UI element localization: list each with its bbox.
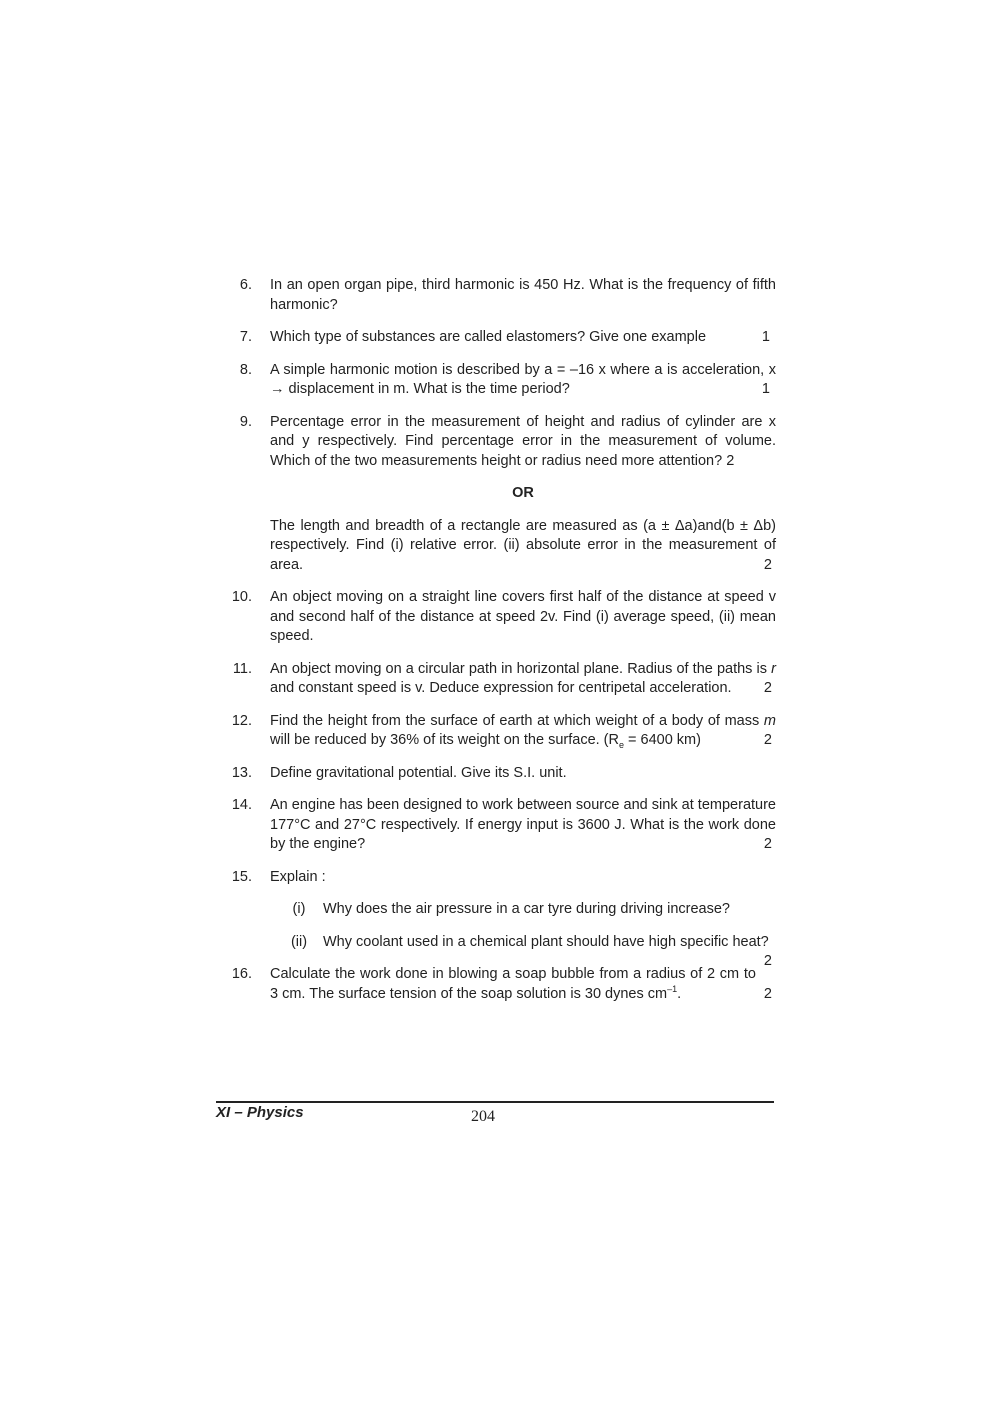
question-mark: 2 [763, 985, 772, 1002]
question-number: 10. [231, 589, 252, 605]
question-text: Explain : [270, 868, 326, 885]
question-mark: 2 [763, 556, 772, 573]
page-number: 204 [471, 1108, 495, 1125]
question-mark: 2 [763, 680, 772, 696]
question-number: 7. [239, 329, 252, 345]
sub-text: Why does the air pressure in a car tyre during driving increase? [323, 901, 730, 917]
question-10 [228, 588, 776, 647]
question-16 [228, 965, 776, 1004]
question-12 [228, 712, 776, 751]
question-6 [228, 276, 776, 315]
question-text: Percentage error in the measurement of height and radius of cylinder are x and y respectively. Find percentage error in the measurement of volume. Which of the two measurements height or radius need more attention? [270, 413, 776, 469]
question-9 [228, 413, 776, 472]
question-text-end: . [677, 985, 682, 1002]
question-mark: 2 [763, 953, 772, 969]
question-text: A simple harmonic motion is described by a = –16 x where a is acceleration, x → displacement in m. What is the time period? [270, 361, 776, 397]
question-7 [228, 328, 776, 348]
question-number: 16. [231, 966, 252, 982]
question-mark: 1 [761, 329, 770, 345]
question-number: 12. [231, 712, 252, 729]
question-mark: 2 [763, 836, 772, 852]
question-text: An object moving on a straight line covers first half of the distance at speed v and second half of the distance at speed 2v. Find (i) average speed, (ii) mean speed. [270, 589, 776, 644]
question-text-end: = 6400 km) [624, 732, 701, 748]
question-text: The length and breadth of a rectangle are measured as (a ± Δa)and(b ± Δb) respectively. Find (i) relative error. (ii) absolute error in the measurement of area. [270, 517, 776, 573]
question-text: Which type of substances are called elastomers? Give one example [270, 329, 707, 345]
or-separator: OR [512, 485, 534, 501]
question-number: 13. [231, 764, 252, 781]
question-text: Define gravitational potential. Give its S.I. unit. [270, 764, 567, 781]
question-number: 9. [239, 413, 252, 430]
question-number: 14. [231, 797, 252, 813]
question-text: In an open organ pipe, third harmonic is 450 Hz. What is the frequency of fifth harmonic? [270, 277, 776, 313]
footer-rule [216, 1101, 774, 1103]
footer-subject: XI – Physics [216, 1104, 304, 1121]
unit-superscript: –1 [667, 983, 678, 994]
question-15-part-i [228, 900, 776, 920]
question-9-alternative [228, 517, 776, 576]
question-text-cont: and constant speed is v. Deduce expression for centripetal acceleration. [270, 680, 732, 696]
question-mark: 2 [726, 452, 735, 469]
sub-text: Why coolant used in a chemical plant should have high specific heat? [323, 933, 769, 950]
question-14 [228, 796, 776, 855]
question-mark: 2 [763, 732, 772, 748]
question-text: Find the height from the surface of earth at which weight of a body of mass [270, 712, 764, 729]
question-number: 8. [239, 361, 252, 378]
question-number: 6. [239, 277, 252, 293]
question-list [228, 276, 776, 1017]
question-15 [228, 868, 776, 888]
mass-symbol: m [763, 712, 776, 729]
question-15-part-ii [228, 933, 776, 969]
question-11 [228, 660, 776, 699]
question-number: 11. [232, 660, 252, 677]
question-text: An engine has been designed to work between source and sink at temperature 177°C and 27°C respectively. If energy input is 3600 J. What is the work done by the engine? [270, 797, 776, 852]
radius-symbol: r [771, 660, 776, 677]
sub-number: (ii) [290, 933, 308, 950]
question-text: An object moving on a circular path in horizontal plane. Radius of the paths is [270, 660, 772, 677]
earth-subscript: e [618, 739, 624, 750]
question-8 [228, 361, 776, 400]
question-text-cont: will be reduced by 36% of its weight on the surface. (R [270, 732, 619, 748]
question-number: 15. [231, 868, 252, 885]
question-text: Calculate the work done in blowing a soap bubble from a radius of 2 cm to 3 cm. The surface tension of the soap solution is 30 dynes cm [270, 966, 756, 1002]
question-13 [228, 764, 776, 784]
sub-number: (i) [292, 901, 306, 917]
question-mark: 1 [761, 381, 770, 397]
